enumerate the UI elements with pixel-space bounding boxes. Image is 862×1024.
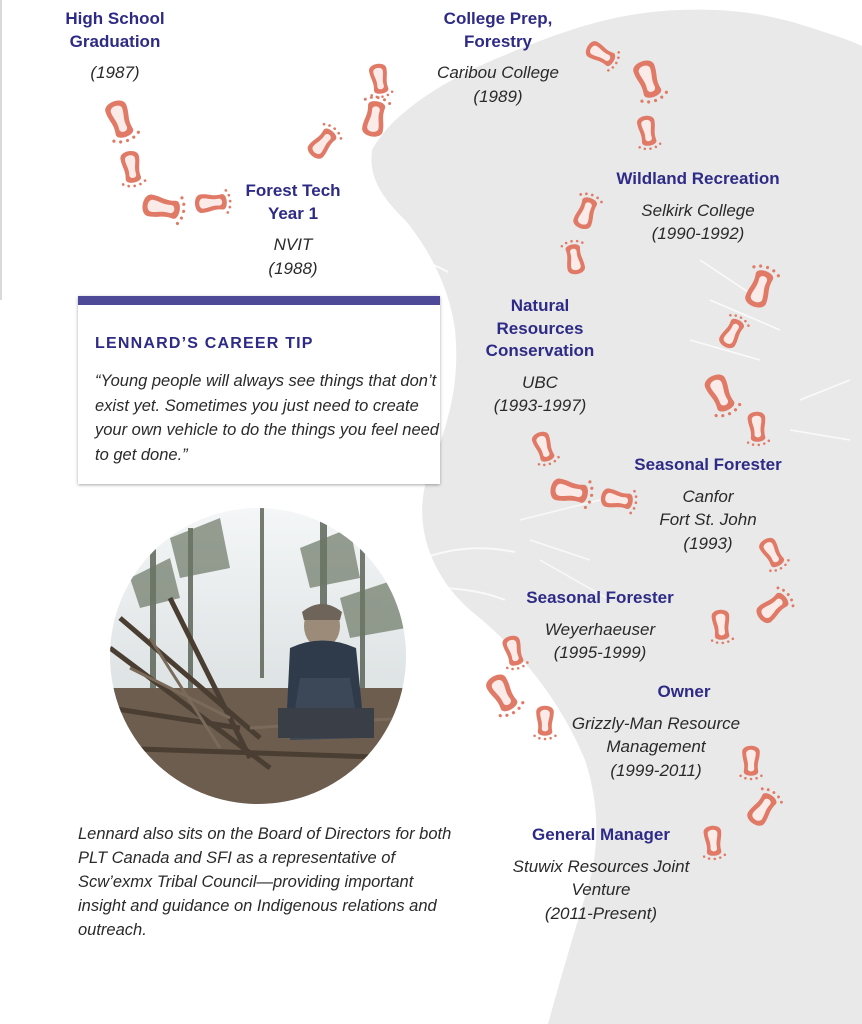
milestone-detail: Selkirk College bbox=[641, 200, 755, 220]
milestone-detail: Weyerhaeuser bbox=[544, 619, 656, 639]
paw-print-icon bbox=[186, 185, 231, 221]
milestone-title: Seasonal Forester bbox=[634, 455, 782, 474]
milestone-detail: Fort St. John bbox=[659, 510, 757, 529]
milestone-detail: (1988) bbox=[268, 258, 318, 278]
milestone-title: Seasonal Forester bbox=[526, 588, 674, 607]
milestone-general-manager bbox=[496, 824, 706, 925]
milestone-detail: Management bbox=[606, 737, 706, 756]
milestone-college-prep bbox=[418, 8, 578, 108]
milestone-title: Forest Tech Year 1 bbox=[245, 181, 341, 223]
milestone-natural-resources bbox=[470, 295, 610, 418]
milestone-detail: UBC bbox=[522, 372, 558, 392]
milestone-detail: (1995-1999) bbox=[553, 643, 647, 662]
milestone-high-school bbox=[60, 8, 170, 85]
page-edge-mark bbox=[0, 0, 2, 300]
milestone-title: General Manager bbox=[532, 825, 670, 844]
milestone-detail: Venture bbox=[571, 880, 631, 899]
milestone-detail: Grizzly-Man Resource bbox=[571, 713, 741, 733]
milestone-detail: (1993-1997) bbox=[493, 396, 587, 415]
milestone-detail: (2011-Present) bbox=[544, 903, 658, 923]
milestone-detail: Canfor bbox=[682, 486, 734, 506]
career-tip-quote: “Young people will always see things that don’t exist yet. Sometimes you just need to create your own vehicle to do the things you feel need to get done.” bbox=[95, 372, 439, 464]
career-tip-box bbox=[78, 296, 440, 484]
milestone-title: High School Graduation bbox=[65, 9, 165, 51]
milestone-title: Owner bbox=[657, 682, 711, 701]
milestone-title: Natural Resources Conservation bbox=[485, 296, 595, 360]
career-tip-title: LENNARD’S CAREER TIP bbox=[95, 335, 314, 352]
milestone-title: Wildland Recreation bbox=[616, 169, 780, 188]
portrait-photo bbox=[110, 508, 406, 804]
milestone-detail: Caribou College bbox=[437, 63, 559, 82]
milestone-detail: (1987) bbox=[90, 63, 140, 82]
milestone-seasonal-forester-canfor bbox=[620, 454, 796, 555]
paw-print-icon bbox=[704, 602, 738, 644]
milestone-seasonal-forester-weyerhaeuser bbox=[512, 587, 688, 665]
bio-paragraph: Lennard also sits on the Board of Directors for both PLT Canada and SFI as a representative of Scw’exmx Tribal Council—providing important insight and guidance on Indigenous relations and outreach. bbox=[78, 825, 452, 939]
milestone-detail: (1993) bbox=[683, 533, 733, 553]
milestone-detail: Stuwix Resources Joint bbox=[512, 856, 690, 876]
milestone-title: College Prep, Forestry bbox=[443, 9, 553, 51]
milestone-owner bbox=[556, 681, 756, 782]
milestone-detail: (1999-2011) bbox=[610, 760, 702, 780]
milestone-detail: (1989) bbox=[473, 86, 523, 106]
milestone-forest-tech bbox=[228, 180, 358, 280]
milestone-wildland-recreation bbox=[600, 168, 796, 246]
milestone-detail: (1990-1992) bbox=[651, 224, 745, 243]
milestone-detail: NVIT bbox=[273, 235, 313, 254]
paw-print-icon bbox=[740, 404, 774, 446]
